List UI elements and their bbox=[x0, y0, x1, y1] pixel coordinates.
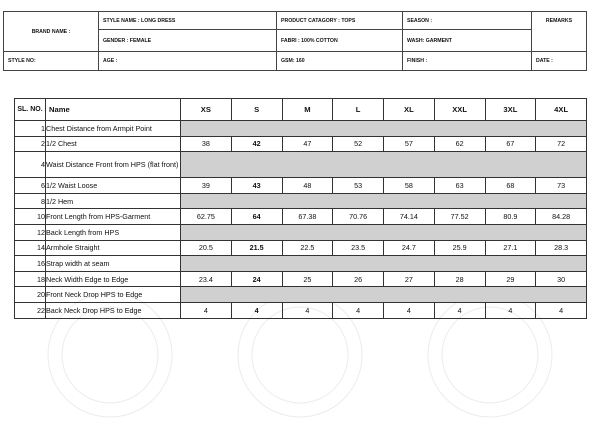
measurement-value: 48 bbox=[282, 178, 333, 194]
measurement-table bbox=[14, 98, 587, 319]
empty-row-shading bbox=[181, 193, 587, 209]
col-header-size: 3XL bbox=[485, 99, 536, 121]
measurement-value: 4 bbox=[536, 302, 587, 318]
row-sl-no: 2 bbox=[15, 136, 46, 152]
measurement-value: 4 bbox=[485, 302, 536, 318]
measurement-value: 64 bbox=[231, 209, 282, 225]
row-sl-no: 12 bbox=[15, 224, 46, 240]
table-row bbox=[15, 152, 587, 178]
measurement-value: 28.3 bbox=[536, 240, 587, 256]
table-header-row bbox=[15, 99, 587, 121]
gender: GENDER : FEMALE bbox=[99, 30, 277, 52]
measurement-value: 28 bbox=[434, 271, 485, 287]
measurement-value: 63 bbox=[434, 178, 485, 194]
table-row bbox=[15, 121, 587, 137]
measurement-value: 30 bbox=[536, 271, 587, 287]
brand-name-label: BRAND NAME : bbox=[4, 12, 99, 52]
row-measurement-name: Front Neck Drop HPS to Edge bbox=[46, 287, 181, 303]
measurement-value: 84.28 bbox=[536, 209, 587, 225]
empty-row-shading bbox=[181, 121, 587, 137]
measurement-value: 21.5 bbox=[231, 240, 282, 256]
row-measurement-name: Waist Distance Front from HPS (flat front) bbox=[46, 152, 181, 178]
row-sl-no: 6 bbox=[15, 178, 46, 194]
row-measurement-name: 1/2 Chest bbox=[46, 136, 181, 152]
measurement-value: 23.5 bbox=[333, 240, 384, 256]
measurement-value: 25.9 bbox=[434, 240, 485, 256]
row-sl-no: 10 bbox=[15, 209, 46, 225]
row-sl-no: 22 bbox=[15, 302, 46, 318]
row-sl-no: 8 bbox=[15, 193, 46, 209]
product-category: PRODUCT CATAGORY : TOPS bbox=[277, 12, 403, 30]
measurement-value: 4 bbox=[282, 302, 333, 318]
col-header-size: M bbox=[282, 99, 333, 121]
empty-row-shading bbox=[181, 152, 587, 178]
measurement-value: 73 bbox=[536, 178, 587, 194]
col-header-name: Name bbox=[46, 99, 181, 121]
measurement-value: 20.5 bbox=[181, 240, 232, 256]
table-row bbox=[15, 178, 587, 194]
date: DATE : bbox=[532, 52, 587, 71]
col-header-size: XXL bbox=[434, 99, 485, 121]
measurement-value: 4 bbox=[333, 302, 384, 318]
measurement-value: 27.1 bbox=[485, 240, 536, 256]
table-row bbox=[15, 193, 587, 209]
measurement-value: 42 bbox=[231, 136, 282, 152]
row-sl-no: 18 bbox=[15, 271, 46, 287]
col-header-sl: SL. NO. bbox=[15, 99, 46, 121]
row-measurement-name: Back Neck Drop HPS to Edge bbox=[46, 302, 181, 318]
gsm: GSM: 160 bbox=[277, 52, 403, 71]
row-measurement-name: Armhole Straight bbox=[46, 240, 181, 256]
measurement-value: 4 bbox=[231, 302, 282, 318]
row-measurement-name: Front Length from HPS-Garment bbox=[46, 209, 181, 225]
grey-fill-bar bbox=[181, 194, 586, 209]
row-measurement-name: Back Length from HPS bbox=[46, 224, 181, 240]
col-header-size: 4XL bbox=[536, 99, 587, 121]
table-row bbox=[15, 256, 587, 272]
age: AGE : bbox=[99, 52, 277, 71]
garment-header-table bbox=[3, 11, 587, 71]
fabric: FABRI : 100% COTTON bbox=[277, 30, 403, 52]
style-no: STYLE NO: bbox=[4, 52, 99, 71]
measurement-value: 24.7 bbox=[384, 240, 435, 256]
grey-fill-bar bbox=[181, 225, 586, 240]
measurement-value: 62 bbox=[434, 136, 485, 152]
col-header-size: L bbox=[333, 99, 384, 121]
col-header-size: S bbox=[231, 99, 282, 121]
empty-row-shading bbox=[181, 287, 587, 303]
row-measurement-name: 1/2 Hem bbox=[46, 193, 181, 209]
measurement-value: 47 bbox=[282, 136, 333, 152]
measurement-value: 72 bbox=[536, 136, 587, 152]
season: SEASON : bbox=[403, 12, 532, 30]
measurement-value: 70.76 bbox=[333, 209, 384, 225]
row-measurement-name: Neck Width Edge to Edge bbox=[46, 271, 181, 287]
col-header-size: XL bbox=[384, 99, 435, 121]
measurement-value: 67.38 bbox=[282, 209, 333, 225]
measurement-value: 68 bbox=[485, 178, 536, 194]
grey-fill-bar bbox=[181, 287, 586, 302]
row-measurement-name: 1/2 Waist Loose bbox=[46, 178, 181, 194]
measurement-value: 22.5 bbox=[282, 240, 333, 256]
measurement-value: 57 bbox=[384, 136, 435, 152]
measurement-value: 77.52 bbox=[434, 209, 485, 225]
table-row bbox=[15, 136, 587, 152]
measurement-value: 4 bbox=[384, 302, 435, 318]
measurement-value: 67 bbox=[485, 136, 536, 152]
measurement-value: 38 bbox=[181, 136, 232, 152]
grey-fill-bar bbox=[181, 121, 586, 136]
row-sl-no: 16 bbox=[15, 256, 46, 272]
table-row bbox=[15, 302, 587, 318]
table-row bbox=[15, 224, 587, 240]
row-measurement-name: Strap width at seam bbox=[46, 256, 181, 272]
table-row bbox=[15, 240, 587, 256]
grey-fill-bar bbox=[181, 152, 586, 177]
style-name: STYLE NAME : LONG DRESS bbox=[99, 12, 277, 30]
col-header-size: XS bbox=[181, 99, 232, 121]
measurement-value: 4 bbox=[434, 302, 485, 318]
measurement-value: 23.4 bbox=[181, 271, 232, 287]
measurement-value: 53 bbox=[333, 178, 384, 194]
wash: WASH: GARMENT bbox=[403, 30, 532, 52]
measurement-value: 80.9 bbox=[485, 209, 536, 225]
measurement-value: 39 bbox=[181, 178, 232, 194]
measurement-value: 29 bbox=[485, 271, 536, 287]
remarks-label: REMARKS bbox=[532, 12, 587, 52]
measurement-value: 58 bbox=[384, 178, 435, 194]
measurement-value: 27 bbox=[384, 271, 435, 287]
measurement-value: 52 bbox=[333, 136, 384, 152]
measurement-value: 62.75 bbox=[181, 209, 232, 225]
measurement-value: 74.14 bbox=[384, 209, 435, 225]
table-row bbox=[15, 271, 587, 287]
table-row bbox=[15, 209, 587, 225]
measurement-value: 25 bbox=[282, 271, 333, 287]
measurement-value: 43 bbox=[231, 178, 282, 194]
measurement-value: 24 bbox=[231, 271, 282, 287]
row-sl-no: 20 bbox=[15, 287, 46, 303]
measurement-value: 4 bbox=[181, 302, 232, 318]
row-sl-no: 14 bbox=[15, 240, 46, 256]
empty-row-shading bbox=[181, 256, 587, 272]
table-row bbox=[15, 287, 587, 303]
row-sl-no: 1 bbox=[15, 121, 46, 137]
grey-fill-bar bbox=[181, 256, 586, 271]
row-sl-no: 4 bbox=[15, 152, 46, 178]
row-measurement-name: Chest Distance from Armpit Point bbox=[46, 121, 181, 137]
measurement-value: 26 bbox=[333, 271, 384, 287]
empty-row-shading bbox=[181, 224, 587, 240]
finish: FINISH : bbox=[403, 52, 532, 71]
